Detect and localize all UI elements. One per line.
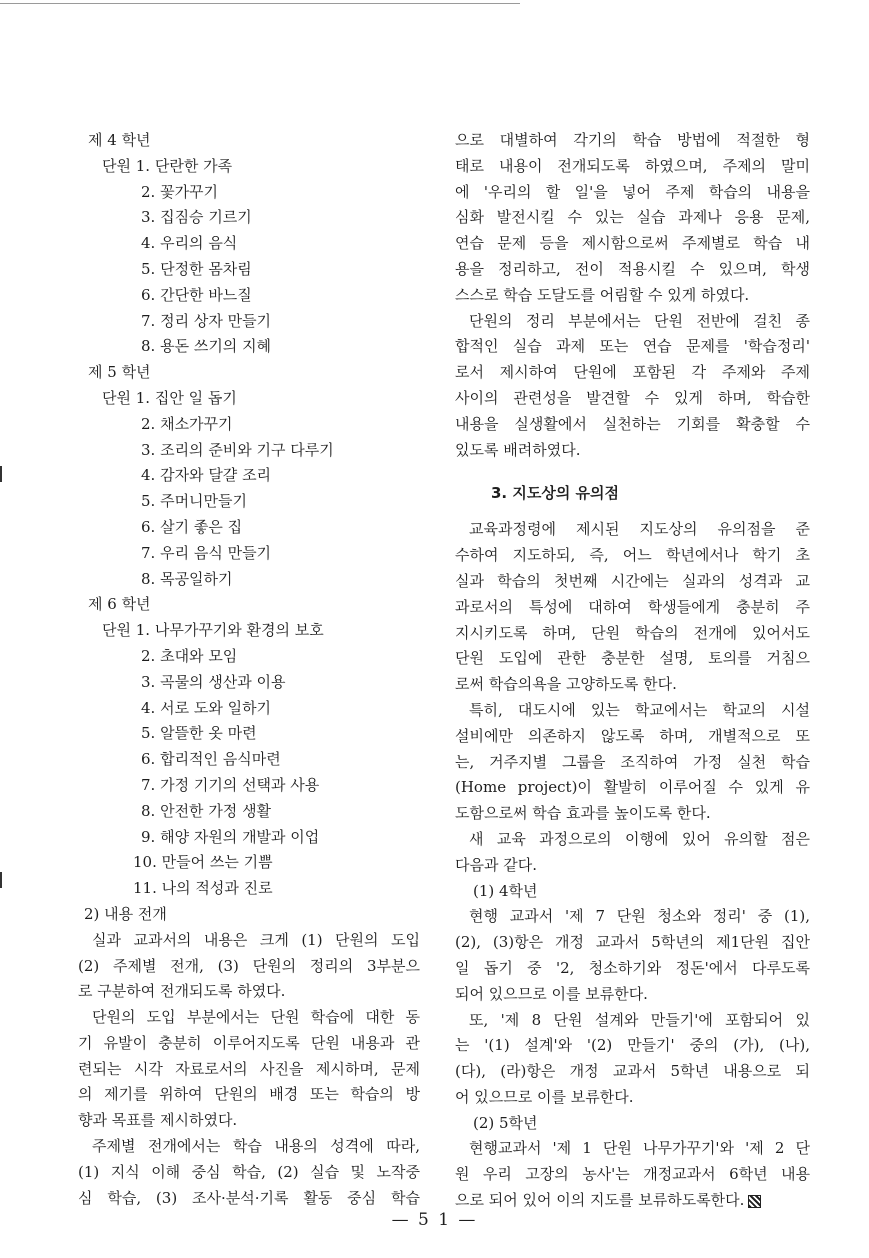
grade-6-title: 제 6 학년 — [88, 595, 151, 614]
grade-5-unit-4: 4. 감자와 달걀 조리 — [141, 466, 272, 485]
text-line: 지시키도록 하며, 단원 학습의 전개에 있어서도 — [455, 623, 810, 642]
text-line: 로 구분하여 전개되도록 하였다. — [78, 982, 286, 1001]
text-line: 태로 내용이 전개되도록 하였으며, 주제의 말미 — [455, 156, 810, 175]
grade-4-title: 제 4 학년 — [88, 131, 151, 149]
grade-5-unit-1: 단원 1. 집안 일 돕기 — [102, 388, 237, 407]
top-rule — [0, 3, 520, 4]
text-line: 는 '(1) 설계'와 '(2) 만들기' 중의 (가), (나), — [455, 1036, 810, 1055]
text-line: 현행교과서 '제 1 단원 나무가꾸기'와 '제 2 단 — [469, 1139, 810, 1158]
grade-4-unit-6: 6. 간단한 바느질 — [141, 285, 252, 304]
text-line: 심화 발전시킬 수 있는 실습 과제나 응용 문제, — [455, 208, 810, 227]
paragraph — [455, 517, 810, 698]
text-line: 어 있으므로 이를 보류한다. — [455, 1087, 634, 1106]
text-line: 원 우리 고장의 농사'는 개정교과서 6학년 내용 — [455, 1165, 810, 1184]
text-line: 연습 문제 등을 제시함으로써 주제별로 학습 내 — [455, 234, 810, 253]
grade-6-unit-3: 3. 곡물의 생산과 이용 — [141, 672, 286, 691]
grade-6-unit-4: 4. 서로 도와 일하기 — [141, 698, 272, 717]
grade-6-unit-5: 5. 알뜰한 옷 마련 — [141, 724, 257, 743]
text-line: 으로 대별하여 각기의 학습 방법에 적절한 형 — [455, 131, 810, 149]
text-line: 기 유발이 충분히 이루어지도록 단원 내용과 관 — [78, 1033, 420, 1052]
paragraph — [455, 904, 810, 1007]
page-number: — 5 1 — — [391, 1210, 478, 1230]
grade-4-unit-1: 단원 1. 단란한 가족 — [102, 156, 233, 175]
text-line: 로서 제시하여 단원에 포함된 각 주제와 주제 — [455, 363, 810, 382]
grade-5-unit-3: 3. 조리의 준비와 기구 다루기 — [141, 440, 334, 459]
grade-4-unit-2: 2. 꽃가꾸기 — [141, 182, 219, 201]
text-line: 주제별 전개에서는 학습 내용의 성격에 따라, — [92, 1137, 420, 1156]
text-line: 다음과 같다. — [455, 855, 537, 874]
text-line: (Home project)이 활발히 이루어질 수 있게 유 — [455, 778, 810, 797]
text-line: (1) 지식 이해 중심 학습, (2) 실습 및 노작중 — [78, 1162, 420, 1181]
text-line: 일 돕기 중 '2, 청소하기와 정돈'에서 다루도록 — [455, 958, 810, 977]
text-line: 스스로 학습 도달도를 어림할 수 있게 하였다. — [455, 285, 750, 304]
text-line: 련되는 시각 자료로서의 사진을 제시하며, 문제 — [78, 1059, 420, 1078]
text-line: (다), (라)항은 개정 교과서 5학년 내용으로 되 — [455, 1062, 810, 1081]
text-line: 사이의 관련성을 발견할 수 있게 하며, 학습한 — [455, 388, 810, 407]
section-heading: 3. 지도상의 유의점 — [491, 484, 620, 503]
paragraph — [455, 1008, 810, 1111]
text-line: 교육과정령에 제시된 지도상의 유의점을 준 — [469, 520, 810, 539]
text-line: 으로 되어 있어 이의 지도를 보류하도록한다. — [455, 1188, 810, 1214]
text-line: 로써 학습의욕을 고양하도록 한다. — [455, 675, 677, 694]
grade-6-unit-7: 7. 가정 기기의 선택과 사용 — [141, 775, 320, 794]
text-line: (2) 주제별 전개, (3) 단원의 정리의 3부분으 — [78, 956, 420, 975]
paragraph — [78, 1134, 420, 1211]
subsection-title: (2) 5학년 — [473, 1113, 538, 1132]
grade-6-unit-1: 단원 1. 나무가꾸기와 환경의 보호 — [102, 621, 324, 640]
grade-5-unit-8: 8. 목공일하기 — [141, 569, 233, 588]
text-line: 에 '우리의 할 일'을 넣어 주제 학습의 내용을 — [455, 182, 810, 201]
grade-4-unit-4: 4. 우리의 음식 — [141, 234, 238, 253]
paragraph — [78, 1005, 420, 1134]
grade-6-unit-6: 6. 합리적인 음식마련 — [141, 750, 281, 769]
text-line: 있도록 배려하였다. — [455, 440, 581, 459]
paragraph — [78, 928, 420, 1005]
margin-mark — [0, 466, 2, 482]
paragraph — [455, 309, 810, 464]
text-line: 되어 있으므로 이를 보류한다. — [455, 984, 648, 1003]
subsection-title: (1) 4학년 — [473, 881, 538, 900]
text-line: 단원의 정리 부분에서는 단원 전반에 걸친 종 — [469, 311, 810, 330]
unit-label: 단원 — [102, 621, 131, 640]
text-line: 현행 교과서 '제 7 단원 청소와 정리' 중 (1), — [469, 907, 810, 926]
grade-5-unit-7: 7. 우리 음식 만들기 — [141, 543, 272, 562]
grade-6-unit-9: 9. 해양 자원의 개발과 이업 — [141, 827, 320, 846]
text-line: 합적인 실습 과제 또는 연습 문제를 '학습정리' — [455, 337, 810, 356]
unit-label: 단원 — [102, 156, 131, 175]
text-line: 의 제기를 위하여 단원의 배경 또는 학습의 방 — [78, 1085, 420, 1104]
grade-6-unit-8: 8. 안전한 가정 생활 — [141, 801, 272, 820]
text-line: 심 학습, (3) 조사·분석·기록 활동 중심 학습 — [78, 1188, 420, 1207]
end-mark-icon — [748, 1195, 761, 1208]
grade-4-unit-7: 7. 정리 상자 만들기 — [141, 311, 272, 330]
paragraph — [455, 827, 810, 879]
grade-4-unit-8: 8. 용돈 쓰기의 지혜 — [141, 337, 272, 356]
grade-4-unit-3: 3. 집짐승 기르기 — [141, 208, 252, 227]
section-title: 2) 내용 전개 — [84, 904, 167, 923]
text-line: 향과 목표를 제시하였다. — [78, 1111, 238, 1130]
text-line: 특히, 대도시에 있는 학교에서는 학교의 시설 — [469, 700, 810, 719]
text-line: 과로서의 특성에 대하여 학생들에게 충분히 주 — [455, 597, 810, 616]
text-line: 도함으로써 학습 효과를 높이도록 한다. — [455, 804, 711, 823]
text-line: 내용을 실생활에서 실천하는 기회를 확충할 수 — [455, 414, 810, 433]
grade-6-unit-10: 10. 만들어 쓰는 기쁨 — [133, 853, 273, 872]
text-line: 또, '제 8 단원 설계와 만들기'에 포함되어 있 — [469, 1010, 810, 1029]
text-line: 용을 정리하고, 전이 적용시킬 수 있으며, 학생 — [455, 259, 810, 278]
grade-5-title: 제 5 학년 — [88, 363, 151, 382]
unit-label: 단원 — [102, 388, 131, 407]
paragraph — [455, 1136, 810, 1213]
grade-5-unit-2: 2. 채소가꾸기 — [141, 414, 233, 433]
right-column — [455, 128, 810, 1214]
text-line: 단원 도입에 관한 충분한 설명, 토의를 거침으 — [455, 649, 810, 668]
text-line: 수하여 지도하되, 즉, 어느 학년에서나 학기 초 — [455, 546, 810, 565]
margin-mark — [0, 872, 2, 888]
grade-4-unit-5: 5. 단정한 몸차림 — [141, 259, 252, 278]
paragraph — [455, 698, 810, 827]
grade-6-unit-11: 11. 나의 적성과 진로 — [133, 879, 273, 898]
grade-5-unit-6: 6. 살기 좋은 집 — [141, 517, 243, 536]
paragraph — [455, 128, 810, 309]
text-line: 는, 거주지별 그룹을 조직하여 가정 실천 학습 — [455, 752, 810, 771]
text-line: 설비에만 의존하지 않도록 하며, 개별적으로 또 — [455, 726, 810, 745]
text-line: (2), (3)항은 개정 교과서 5학년의 제1단원 집안 — [455, 933, 810, 952]
left-column — [78, 128, 420, 1211]
text-line: 실과 학습의 첫번째 시간에는 실과의 성격과 교 — [455, 571, 810, 590]
text-line: 실과 교과서의 내용은 크게 (1) 단원의 도입 — [92, 930, 420, 949]
text-line: 새 교육 과정으로의 이행에 있어 유의할 점은 — [469, 829, 810, 848]
grade-5-unit-5: 5. 주머니만들기 — [141, 492, 248, 511]
text-line: 단원의 도입 부분에서는 단원 학습에 대한 동 — [92, 1008, 420, 1027]
grade-6-unit-2: 2. 초대와 모임 — [141, 646, 238, 665]
